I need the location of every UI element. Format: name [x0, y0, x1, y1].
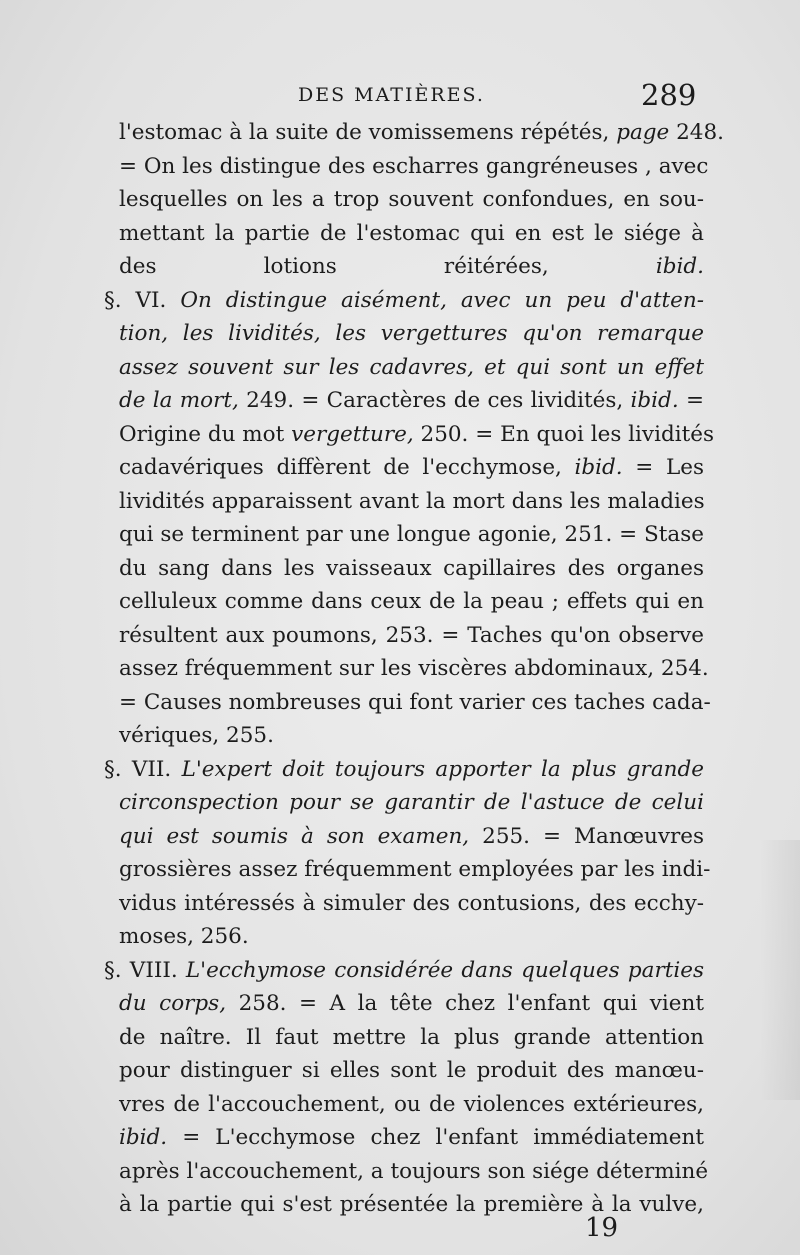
text-line	[104, 786, 704, 820]
text-segment: assez fréquemment sur les viscères abdominaux, 254.	[119, 656, 709, 681]
text-line	[104, 585, 704, 619]
text-line	[104, 820, 704, 854]
text-segment: 248.	[669, 120, 724, 145]
text-line	[104, 485, 704, 519]
italic-text: L'expert doit toujours apporter la plus grande	[181, 756, 704, 782]
text-segment: = Causes nombreuses qui font varier ces taches cada-	[119, 689, 711, 715]
section-marker: §. VI.	[104, 287, 181, 313]
text-segment: cadavériques diffèrent de l'ecchymose,	[119, 455, 575, 480]
text-line	[104, 1054, 704, 1088]
text-line	[104, 1155, 709, 1189]
text-segment: vériques, 255.	[119, 723, 274, 748]
text-line	[104, 351, 704, 385]
italic-text: tion, les lividités, les vergettures qu'on remarque	[119, 321, 704, 346]
text-line	[104, 887, 704, 921]
text-segment: =	[678, 388, 704, 413]
text-line	[104, 920, 704, 954]
italic-text: ibid.	[655, 254, 704, 279]
italic-text: L'ecchymose considérée dans quelques parties	[185, 957, 704, 983]
text-segment: celluleux comme dans ceux de la peau ; effets qui en	[119, 589, 704, 614]
text-segment: de naître. Il faut mettre la plus grande attention	[119, 1024, 704, 1050]
text-line	[104, 150, 709, 184]
text-segment: moses, 256.	[119, 924, 249, 949]
text-line	[104, 116, 724, 150]
text-line	[104, 1021, 704, 1055]
text-segment: vidus intéressés à simuler des contusions, des ecchy-	[119, 890, 704, 916]
text-line	[104, 217, 704, 251]
italic-text: ibid.	[574, 455, 623, 480]
text-segment: après l'accouchement, a toujours son siége déterminé	[119, 1158, 709, 1184]
italic-text: vergetture,	[291, 421, 414, 447]
text-segment: vres de l'accouchement, ou de violences extérieures,	[119, 1091, 704, 1117]
signature-mark: 19	[585, 1213, 619, 1243]
text-line	[104, 987, 704, 1021]
index-text	[104, 116, 724, 1222]
text-line	[104, 518, 704, 552]
text-segment: 250. = En quoi les lividités	[413, 421, 714, 447]
text-segment: du sang dans les vaisseaux capillaires des organes	[119, 555, 704, 581]
text-line	[104, 317, 704, 351]
running-head: DES MATIÈRES.	[298, 84, 485, 106]
text-line	[104, 954, 704, 988]
text-line	[104, 284, 704, 318]
text-segment: l'estomac à la suite de vomissemens répétés,	[119, 120, 617, 145]
text-line	[104, 719, 704, 753]
text-segment: à la partie qui s'est présentée la première à la vulve,	[119, 1192, 704, 1217]
show-through-shadow	[760, 840, 800, 1100]
text-line	[104, 250, 704, 284]
text-segment: lividités apparaissent avant la mort dans les maladies	[119, 488, 705, 514]
text-segment: = On les distingue des escharres gangréneuses , avec	[119, 153, 709, 179]
italic-text: ibid.	[630, 388, 679, 413]
text-line	[104, 853, 711, 887]
italic-text: de la mort,	[119, 388, 239, 413]
text-line	[104, 753, 704, 787]
text-segment: = L'ecchymose chez l'enfant immédiatement	[167, 1125, 704, 1150]
italic-text: ibid.	[119, 1125, 168, 1150]
italic-text: assez souvent sur les cadavres, et qui sont un effet	[119, 354, 704, 380]
text-segment: des lotions réitérées,	[119, 254, 656, 279]
text-line	[104, 552, 704, 586]
text-segment: 258. = A la tête chez l'enfant qui vient	[226, 991, 704, 1016]
text-line	[104, 418, 714, 452]
text-line	[104, 619, 704, 653]
text-segment: qui se terminent par une longue agonie, 251. = Stase	[119, 522, 704, 547]
text-line	[104, 652, 709, 686]
italic-text: page	[616, 120, 670, 145]
text-line	[104, 451, 704, 485]
text-segment: 255. = Manœuvres	[469, 823, 705, 849]
italic-text: du corps,	[119, 991, 227, 1016]
text-segment: = Les	[622, 455, 704, 480]
text-segment: résultent aux poumons, 253. = Taches qu'on observe	[119, 622, 704, 648]
text-segment: Origine du mot	[119, 421, 292, 447]
page-header	[0, 78, 800, 118]
text-line	[104, 183, 704, 217]
text-line	[104, 1121, 704, 1155]
italic-text: qui est soumis à son examen,	[119, 823, 470, 849]
text-line	[104, 384, 704, 418]
text-line	[104, 686, 711, 720]
italic-text: On distingue aisément, avec un peu d'atten-	[180, 287, 704, 313]
text-line	[104, 1088, 704, 1122]
section-marker: §. VII.	[104, 756, 182, 782]
text-segment: lesquelles on les a trop souvent confondues, en sou-	[119, 187, 704, 212]
text-segment: pour distinguer si elles sont le produit des manœu-	[119, 1058, 704, 1083]
section-marker: §. VIII.	[104, 957, 186, 983]
italic-text: circonspection pour se garantir de l'astuce de celui	[119, 790, 704, 815]
text-segment: grossières assez fréquemment employées par les indi-	[119, 857, 711, 882]
page-number: 289	[641, 78, 697, 112]
text-segment: mettant la partie de l'estomac qui en est le siége à	[119, 220, 704, 246]
text-segment: 249. = Caractères de ces lividités,	[238, 388, 631, 413]
